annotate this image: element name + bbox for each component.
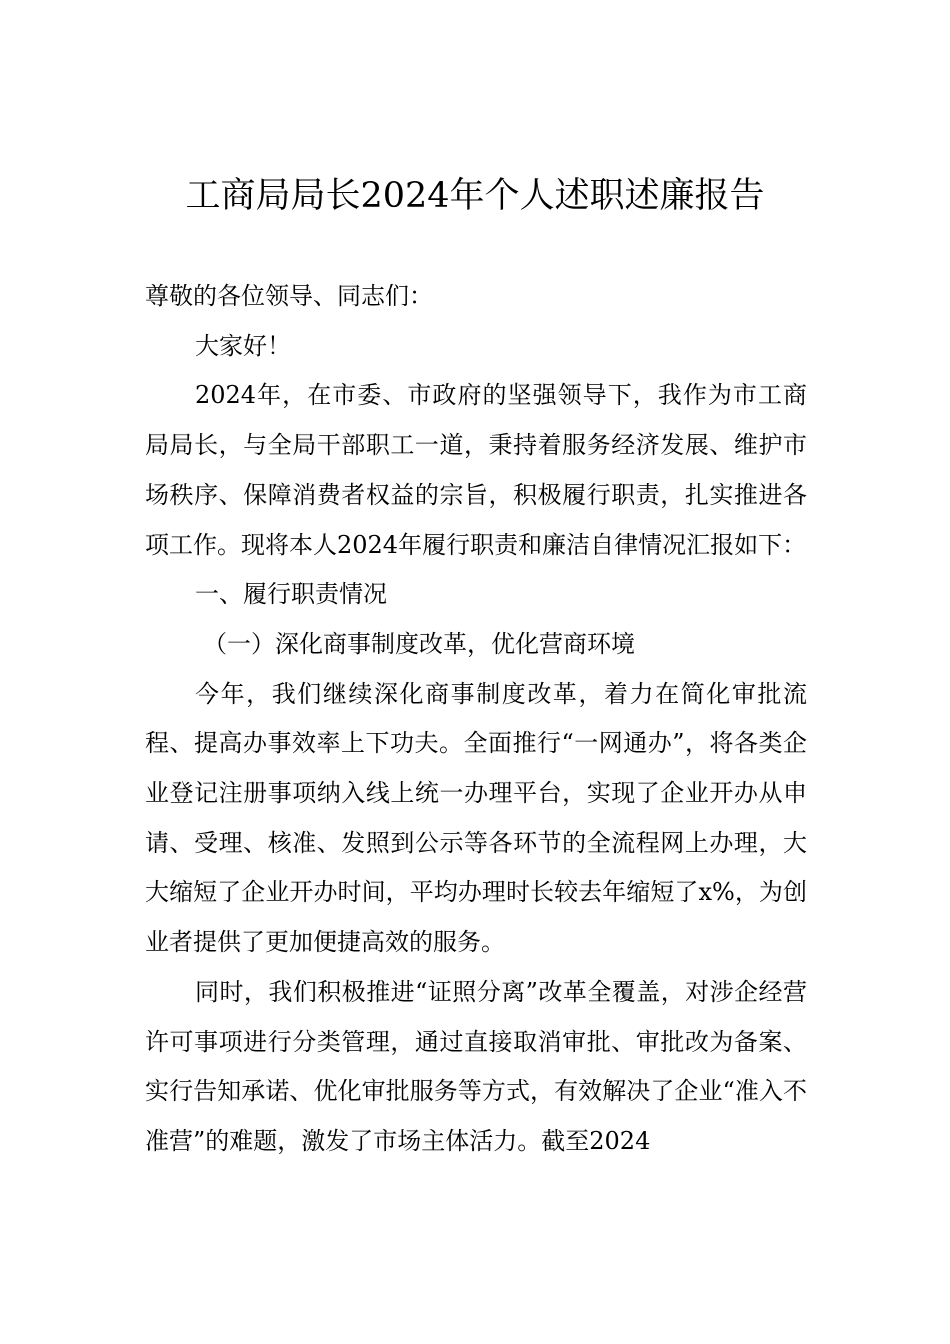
- salutation: 尊敬的各位领导、同志们：: [145, 282, 433, 310]
- greeting: 大家好！: [195, 331, 291, 360]
- intro-paragraph: 2024年，在市委、市政府的坚强领导下，我作为市工商局局长，与全局干部职工一道，秉持着服务经济发展、维护市场秩序、保障消费者权益的宗旨，积极履行职责，扎实推进各项工作。现将本人2024年履行职责和廉洁自律情况汇报如下：: [145, 381, 807, 559]
- document-body: [145, 272, 807, 1167]
- subsection-heading: （一）深化商事制度改革，优化营商环境: [203, 629, 635, 658]
- section-heading: 一、履行职责情况: [195, 580, 387, 609]
- document-title: 工商局局长2024年个人述职述廉报告: [185, 176, 765, 216]
- body-paragraph: 同时，我们积极推进“证照分离”改革全覆盖，对涉企经营许可事项进行分类管理，通过直接取消审批、审批改为备案、实行告知承诺、优化审批服务等方式，有效解决了企业“准入不准营”的难题，激发了市场主体活力。截至2024: [145, 977, 807, 1155]
- body-paragraph: 今年，我们继续深化商事制度改革，着力在简化审批流程、提高办事效率上下功夫。全面推行“一网通办”，将各类企业登记注册事项纳入线上统一办理平台，实现了企业开办从申请、受理、核准、发照到公示等各环节的全流程网上办理，大大缩短了企业开办时间，平均办理时长较去年缩短了x%，为创业者提供了更加便捷高效的服务。: [145, 679, 807, 957]
